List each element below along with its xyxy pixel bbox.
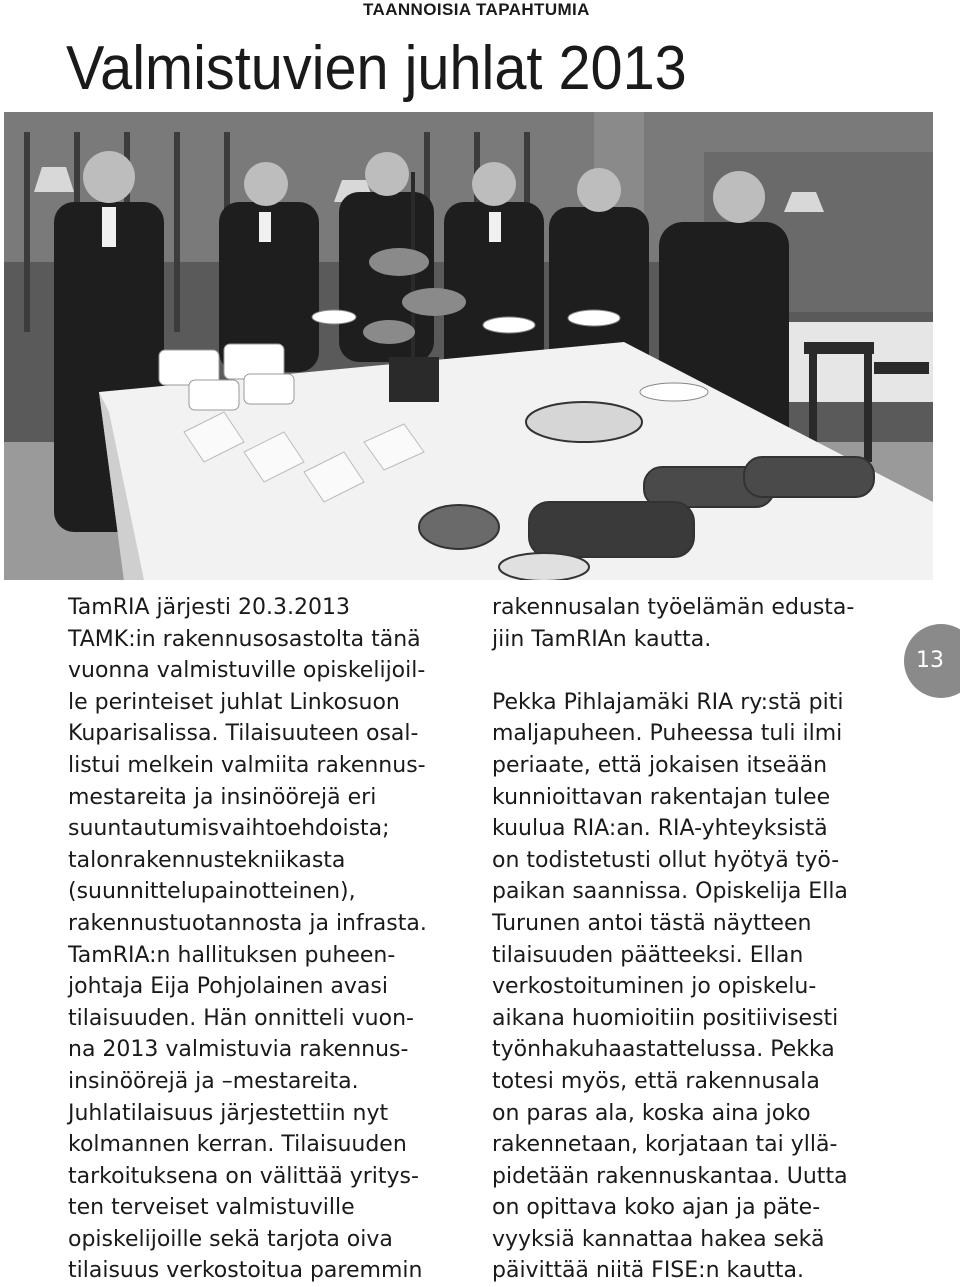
paragraph-line: kunnioittavan rakentajan tulee [492,784,831,810]
paragraph-line: TAMK:in rakennusosastolta tänä [68,626,421,652]
paragraph-line: on todistetusti ollut hyötyä työ- [492,847,840,873]
article-body-left-column [68,592,427,1287]
section-label: TAANNOISIA TAPAHTUMIA [363,0,590,19]
paragraph-line: johtaja Eija Pohjolainen avasi [68,974,388,1000]
article-body-right-column [492,592,854,1287]
article-title: Valmistuvien juhlat 2013 [66,34,687,103]
paragraph-line: tarkoituksena on välittää yritys- [68,1163,419,1189]
paragraph-line: mestareita ja insinöörejä eri [68,784,377,810]
paragraph-line: periaate, että jokaisen itseään [492,752,828,778]
paragraph-line: suuntautumisvaihtoehdoista; [68,816,390,842]
paragraph-line: on opittava koko ajan ja päte- [492,1195,821,1221]
paragraph-line: TamRIA järjesti 20.3.2013 [68,595,350,620]
paragraph-line: paikan saannissa. Opiskelija Ella [492,879,848,905]
paragraph-line: na 2013 valmistuvia rakennus- [68,1037,409,1063]
paragraph-line: ten terveiset valmistuville [68,1195,355,1221]
paragraph-line: Pekka Pihlajamäki RIA ry:stä piti [492,689,844,715]
paragraph-line: tilaisuuden. Hän onnitteli vuon- [68,1005,414,1031]
paragraph-line: verkostoituminen jo opiskelu- [492,974,817,1000]
page-number: 13 [916,648,944,673]
paragraph-line: le perinteiset juhlat Linkosuon [68,689,400,715]
paragraph-line: totesi myös, että rakennusala [492,1068,820,1094]
paragraph-line: työnhakuhaastattelussa. Pekka [492,1037,835,1063]
paragraph-line: pidetään rakennuskantaa. Uutta [492,1163,848,1189]
paragraph-line: aikana huomioitiin positiivisesti [492,1005,839,1031]
paragraph-line: vyyksiä kannattaa hakea sekä [492,1226,825,1252]
paragraph-line: rakennustuotannosta ja infrasta. [68,910,427,936]
paragraph-line: listui melkein valmiita rakennus- [68,752,426,778]
paragraph-break [492,655,854,687]
paragraph-line: tilaisuuden päätteeksi. Ellan [492,942,804,968]
paragraph-line: rakennusalan työelämän edusta- [492,595,855,620]
paragraph-line: vuonna valmistuville opiskelijoil- [68,658,426,684]
paragraph-line: TamRIA:n hallituksen puheen- [68,942,396,968]
paragraph-line: opiskelijoille sekä tarjota oiva [68,1226,393,1252]
paragraph-line: kolmannen kerran. Tilaisuuden [68,1132,407,1158]
paragraph-line: talonrakennustekniikasta [68,847,346,873]
page-number-badge [904,624,960,698]
paragraph-line: jiin TamRIAn kautta. [492,626,712,652]
paragraph-line: maljapuheen. Puheessa tuli ilmi [492,721,843,747]
event-photo [4,112,933,580]
paragraph-line: Turunen antoi tästä näytteen [492,910,812,936]
paragraph-line: Kuparisalissa. Tilaisuuteen osal- [68,721,419,747]
paragraph-line: päivittää niitä FISE:n kautta. [492,1258,805,1284]
paragraph-line: (suunnittelupainotteinen), [68,879,356,905]
paragraph-line: insinöörejä ja –mestareita. [68,1068,359,1094]
paragraph-line: on paras ala, koska aina joko [492,1100,811,1126]
paragraph-line: rakennetaan, korjataan tai yllä- [492,1132,838,1158]
paragraph-line: tilaisuus verkostoitua paremmin [68,1258,423,1284]
paragraph-line: Juhlatilaisuus järjestettiin nyt [68,1100,389,1126]
paragraph-line: kuulua RIA:an. RIA-yhteyksistä [492,816,828,842]
